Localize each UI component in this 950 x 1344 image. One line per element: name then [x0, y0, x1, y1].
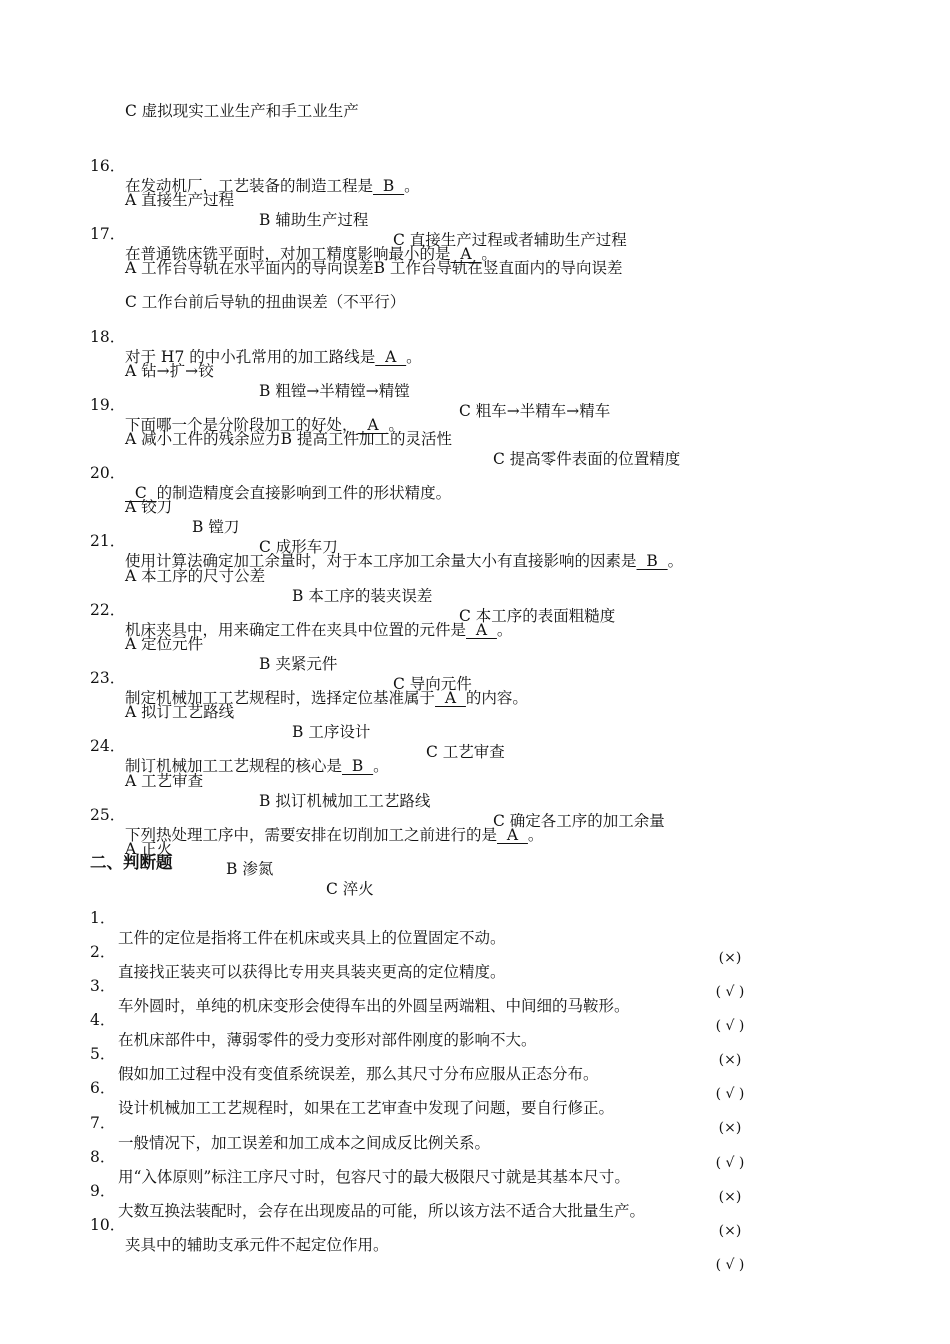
- item-number: 7．: [90, 1114, 116, 1132]
- option-b: B 夹紧元件: [259, 655, 338, 673]
- option-b: B 渗氮: [226, 860, 274, 878]
- answer-mark: ( √ ): [715, 1155, 745, 1171]
- answer-mark: (×): [718, 1120, 742, 1136]
- item-number: 1．: [90, 909, 116, 927]
- item-text: 工件的定位是指将工件在机床或夹具上的位置固定不动。: [118, 929, 506, 947]
- option-a: A 正火: [125, 840, 173, 858]
- answer-mark: ( √ ): [715, 1086, 745, 1102]
- option-b: B 工序设计: [292, 723, 371, 741]
- option-b: B 辅助生产过程: [259, 211, 369, 229]
- question-text: 制订机械加工工艺规程的核心是 B 。: [125, 757, 389, 775]
- option-c: C 工艺审查: [426, 743, 505, 761]
- question-number: 25．: [90, 806, 126, 824]
- answer-mark: (×): [718, 1052, 742, 1068]
- question-number: 16．: [90, 157, 126, 175]
- answer-mark: (×): [718, 1189, 742, 1205]
- question-text: 对于 H7 的中小孔常用的加工路线是 A 。: [125, 348, 422, 366]
- item-text: 大数互换法装配时，会存在出现废品的可能，所以该方法不适合大批量生产。: [118, 1202, 646, 1220]
- option-c: C 粗车→半精车→精车: [459, 402, 611, 420]
- option-c: C 工作台前后导轨的扭曲误差（不平行）: [125, 293, 406, 311]
- option-c: C 成形车刀: [259, 538, 338, 556]
- option-b: B 镗刀: [192, 518, 240, 536]
- item-text: 在机床部件中，薄弱零件的受力变形对部件刚度的影响不大。: [118, 1031, 537, 1049]
- answer-blank: B: [636, 552, 668, 570]
- option-b: B 本工序的装夹误差: [292, 587, 433, 605]
- item-number: 9．: [90, 1182, 116, 1200]
- option-a: A 拟订工艺路线: [125, 703, 235, 721]
- question-text: 制定机械加工工艺规程时，选择定位基准属于 A 的内容。: [125, 689, 528, 707]
- option-c: C 直接生产过程或者辅助生产过程: [393, 231, 627, 249]
- question-number: 19．: [90, 396, 126, 414]
- answer-blank: A: [497, 826, 528, 844]
- item-text: 车外圆时，单纯的机床变形会使得车出的外圆呈两端粗、中间细的马鞍形。: [118, 997, 630, 1015]
- question-number: 18．: [90, 328, 126, 346]
- option-c: C 提高零件表面的位置精度: [493, 450, 681, 468]
- question-number: 21．: [90, 532, 126, 550]
- question-15-option-c: C 虚拟现实工业生产和手工业生产: [125, 102, 359, 120]
- question-number: 22．: [90, 601, 126, 619]
- question-text: 使用计算法确定加工余量时，对于本工序加工余量大小有直接影响的因素是 B 。: [125, 552, 684, 570]
- answer-mark: ( √ ): [715, 1257, 745, 1273]
- question-text: 在普通铣床铣平面时，对加工精度影响最小的是 A 。: [125, 245, 497, 263]
- item-number: 10．: [90, 1216, 126, 1234]
- question-number: 20．: [90, 464, 126, 482]
- item-number: 4．: [90, 1011, 116, 1029]
- answer-blank: A: [466, 621, 497, 639]
- question-number: 24．: [90, 737, 126, 755]
- question-text: 在发动机厂，工艺装备的制造工程是 B 。: [125, 177, 420, 195]
- answer-blank: C: [125, 484, 157, 502]
- item-number: 8．: [90, 1148, 116, 1166]
- option-c: C 淬火: [326, 880, 374, 898]
- item-text: 直接找正装夹可以获得比专用夹具装夹更高的定位精度。: [118, 963, 506, 981]
- option-a-b: A 工作台导轨在水平面内的导向误差B 工作台导轨在竖直面内的导向误差: [125, 259, 623, 277]
- item-number: 5．: [90, 1045, 116, 1063]
- answer-blank: A: [435, 689, 466, 707]
- answer-blank: B: [342, 757, 374, 775]
- option-a: A 工艺审查: [125, 772, 204, 790]
- option-a: A 钻→扩→铰: [125, 362, 214, 380]
- option-a: A 本工序的尺寸公差: [125, 567, 266, 585]
- question-text: 下面哪一个是分阶段加工的好处， A 。: [125, 416, 404, 434]
- item-text: 设计机械加工工艺规程时，如果在工艺审查中发现了问题，要自行修正。: [118, 1099, 615, 1117]
- option-c: C 确定各工序的加工余量: [493, 812, 665, 830]
- option-a-b: A 减小工件的残余应力B 提高工件加工的灵活性: [125, 430, 452, 448]
- question-text: 机床夹具中，用来确定工件在夹具中位置的元件是 A 。: [125, 621, 513, 639]
- item-text: 用“入体原则”标注工序尺寸时，包容尺寸的最大极限尺寸就是其基本尺寸。: [118, 1168, 630, 1186]
- option-a: A 铰刀: [125, 498, 173, 516]
- option-a: A 定位元件: [125, 635, 204, 653]
- answer-blank: A: [357, 416, 389, 434]
- answer-mark: ( √ ): [715, 1018, 745, 1034]
- option-c: C 导向元件: [393, 675, 472, 693]
- item-text: 假如加工过程中没有变值系统误差，那么其尺寸分布应服从正态分布。: [118, 1065, 599, 1083]
- option-b: B 拟订机械加工工艺路线: [259, 792, 431, 810]
- item-text: 一般情况下，加工误差和加工成本之间成反比例关系。: [118, 1134, 491, 1152]
- question-number: 17．: [90, 225, 126, 243]
- answer-mark: (×): [718, 950, 742, 966]
- item-number: 6．: [90, 1079, 116, 1097]
- option-a: A 直接生产过程: [125, 191, 235, 209]
- item-number: 2．: [90, 943, 116, 961]
- answer-blank: A: [450, 245, 482, 263]
- option-b: B 粗镗→半精镗→精镗: [259, 382, 410, 400]
- item-number: 3．: [90, 977, 116, 995]
- option-c: C 本工序的表面粗糙度: [459, 607, 616, 625]
- answer-blank: B: [373, 177, 405, 195]
- question-text: C 的制造精度会直接影响到工件的形状精度。: [125, 484, 452, 502]
- answer-mark: ( √ ): [715, 984, 745, 1000]
- item-text: 夹具中的辅助支承元件不起定位作用。: [125, 1236, 389, 1254]
- answer-mark: (×): [718, 1223, 742, 1239]
- answer-blank: A: [375, 348, 407, 366]
- section-heading: 二、判断题: [90, 853, 173, 872]
- question-text: 下列热处理工序中，需要安排在切削加工之前进行的是 A 。: [125, 826, 544, 844]
- question-number: 23．: [90, 669, 126, 687]
